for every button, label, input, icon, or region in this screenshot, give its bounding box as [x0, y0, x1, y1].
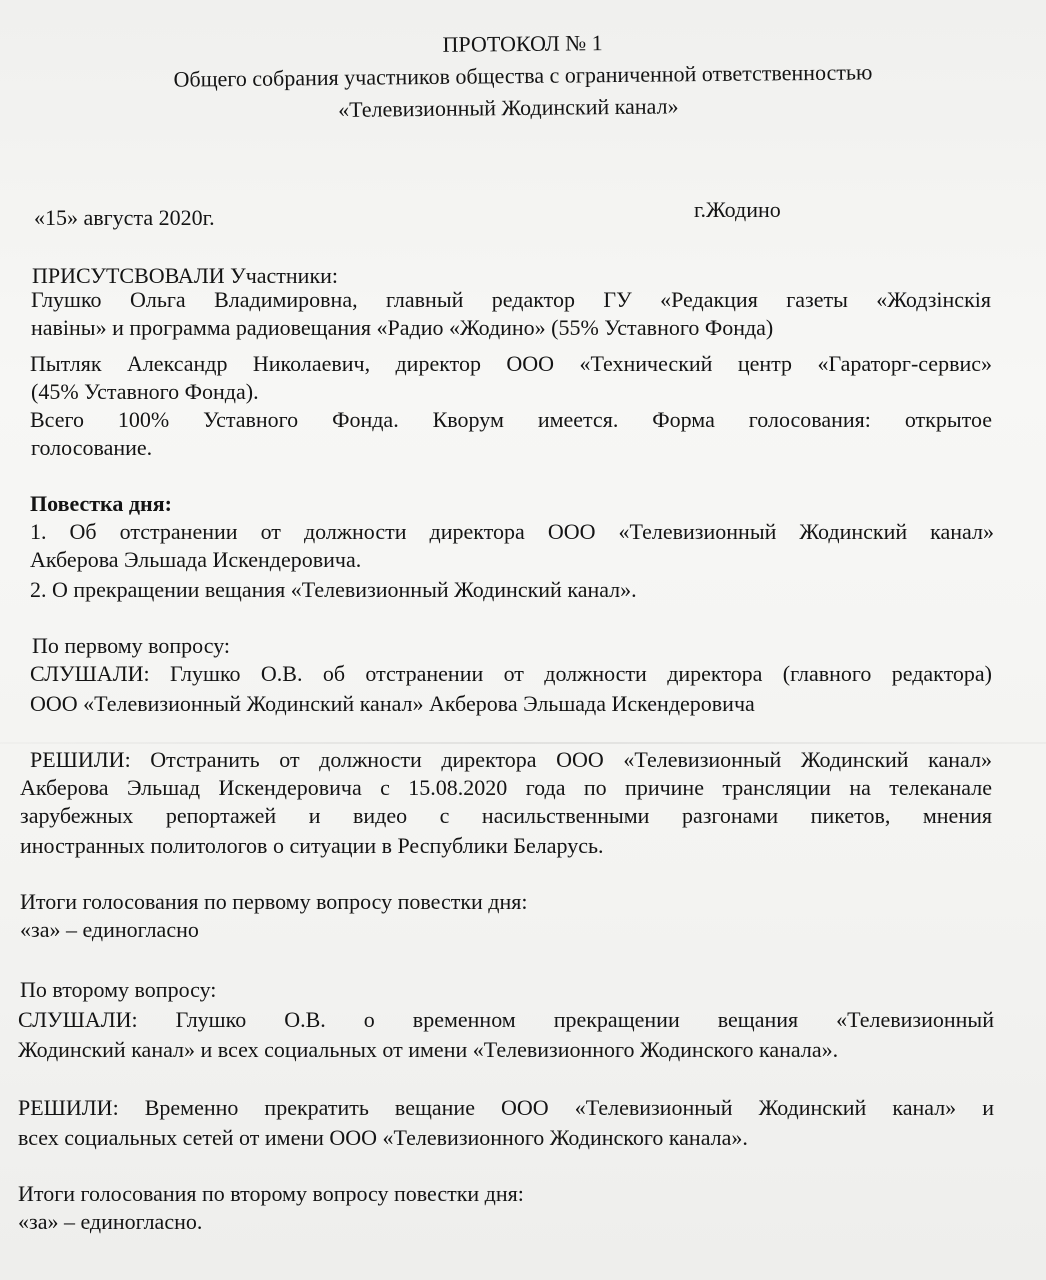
- question-2-decision: РЕШИЛИ: Временно прекратить вещание ООО «Телевизионный Жодинский канал» и: [18, 1095, 994, 1120]
- attendance-line: навіны» и программа радиовещания «Радио «Жодино» (55% Уставного Фонда): [31, 315, 774, 340]
- question-2-heard: СЛУШАЛИ: Глушко О.В. о временном прекращении вещания «Телевизионный: [18, 1007, 994, 1032]
- attendance-line: Всего 100% Уставного Фонда. Кворум имеется. Форма голосования: открытое: [30, 407, 992, 432]
- question-1-heard: ООО «Телевизионный Жодинский канал» Акберова Эльшада Искендеровича: [30, 691, 755, 716]
- fold-crease: [0, 742, 1046, 744]
- question-1-heard: СЛУШАЛИ: Глушко О.В. об отстранении от должности директора (главного редактора): [30, 661, 992, 686]
- question-1-decision: иностранных политологов о ситуации в Республики Беларусь.: [20, 833, 604, 858]
- attendance-heading: ПРИСУТСВОВАЛИ Участники:: [32, 263, 339, 288]
- agenda-item: 1. Об отстранении от должности директора ООО «Телевизионный Жодинский канал»: [30, 519, 994, 544]
- attendance-line: голосование.: [31, 435, 153, 460]
- question-1-vote-heading: Итоги голосования по первому вопросу повестки дня:: [20, 889, 528, 914]
- question-1-vote-result: «за» – единогласно: [20, 917, 199, 942]
- question-1-decision: Акберова Эльшад Искендеровича с 15.08.2020 года по причине трансляции на телеканале: [20, 775, 992, 800]
- document-title: ПРОТОКОЛ № 1: [442, 30, 603, 57]
- protocol-date: «15» августа 2020г.: [34, 205, 215, 230]
- agenda-item: Акберова Эльшада Искендеровича.: [30, 547, 362, 572]
- question-2-heading: По второму вопросу:: [20, 977, 217, 1002]
- attendance-line: Пытляк Александр Николаевич, директор ООО «Технический центр «Гараторг-сервис»: [30, 351, 992, 376]
- question-2-decision: всех социальных сетей от имени ООО «Телевизионного Жодинского канала».: [18, 1125, 748, 1150]
- question-1-heading: По первому вопросу:: [32, 633, 231, 658]
- company-name: «Телевизионный Жодинский канал»: [338, 93, 679, 122]
- question-2-heard: Жодинский канал» и всех социальных от имени «Телевизионного Жодинского канала».: [18, 1037, 839, 1062]
- question-1-decision: зарубежных репортажей и видео с насильственными разгонами пикетов, мнения: [20, 803, 992, 828]
- attendance-line: (45% Уставного Фонда).: [31, 379, 259, 404]
- question-2-vote-result: «за» – единогласно.: [18, 1209, 203, 1234]
- agenda-item: 2. О прекращении вещания «Телевизионный Жодинский канал».: [30, 577, 637, 602]
- document-header: [0, 23, 1046, 130]
- question-1-decision: РЕШИЛИ: Отстранить от должности директора ООО «Телевизионный Жодинский канал»: [30, 747, 992, 772]
- protocol-city: г.Жодино: [694, 197, 781, 222]
- document-subtitle: Общего собрания участников общества с ограниченной ответственностью: [173, 59, 873, 92]
- agenda-heading: Повестка дня:: [30, 491, 172, 516]
- question-2-vote-heading: Итоги голосования по второму вопросу повестки дня:: [18, 1181, 524, 1206]
- attendance-line: Глушко Ольга Владимировна, главный редактор ГУ «Редакция газеты «Жодзінскія: [31, 287, 991, 312]
